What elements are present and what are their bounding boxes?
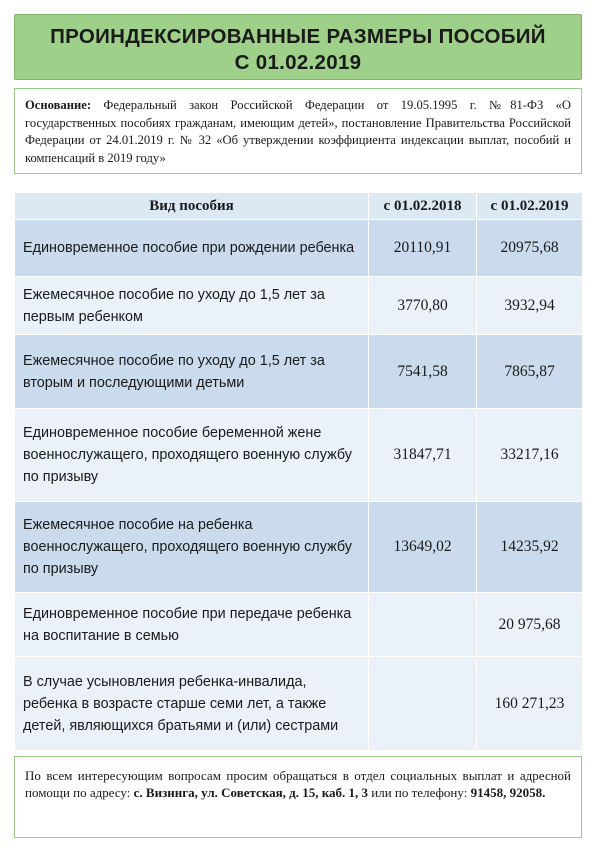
value-2019: 20975,68 xyxy=(477,220,583,277)
page-title: ПРОИНДЕКСИРОВАННЫЕ РАЗМЕРЫ ПОСОБИЙ xyxy=(50,25,546,48)
contact-text: По всем интересующим вопросам просим обращаться в отдел социальных выплат и адресной помощи по адресу: xyxy=(25,768,571,800)
table-row xyxy=(15,277,583,335)
value-2018 xyxy=(369,657,477,751)
table-header-row xyxy=(15,193,583,220)
title-banner xyxy=(14,14,582,80)
benefit-name: В случае усыновления ребенка-инвалида, ребенка в возрасте старше семи лет, а также детей, являющихся братьями и (или) сестрами xyxy=(15,657,369,751)
value-2019: 160 271,23 xyxy=(477,657,583,751)
table-row xyxy=(15,409,583,502)
benefit-name: Ежемесячное пособие по уходу до 1,5 лет за вторым и последующими детьми xyxy=(15,335,369,409)
benefit-name: Единовременное пособие при рождении ребенка xyxy=(15,220,369,277)
value-2019: 3932,94 xyxy=(477,277,583,335)
value-2018: 7541,58 xyxy=(369,335,477,409)
column-header-2018: с 01.02.2018 xyxy=(369,193,477,220)
benefits-table xyxy=(14,192,583,751)
value-2019: 33217,16 xyxy=(477,409,583,502)
table-row xyxy=(15,502,583,593)
value-2018: 31847,71 xyxy=(369,409,477,502)
benefit-name: Единовременное пособие при передаче ребенка на воспитание в семью xyxy=(15,593,369,657)
benefit-name: Ежемесячное пособие на ребенка военнослужащего, проходящего военную службу по призыву xyxy=(15,502,369,593)
basis-label: Основание: xyxy=(25,98,92,112)
benefit-name: Ежемесячное пособие по уходу до 1,5 лет за первым ребенком xyxy=(15,277,369,335)
contact-phones: 91458, 92058. xyxy=(470,785,546,800)
page-title-date: С 01.02.2019 xyxy=(234,51,362,74)
column-header-2019: с 01.02.2019 xyxy=(477,193,583,220)
value-2019: 14235,92 xyxy=(477,502,583,593)
value-2018: 20110,91 xyxy=(369,220,477,277)
table-row xyxy=(15,593,583,657)
column-header-type: Вид пособия xyxy=(15,193,369,220)
value-2019: 20 975,68 xyxy=(477,593,583,657)
contact-text-phone: или по телефону: xyxy=(368,785,471,800)
contact-info xyxy=(14,756,582,838)
benefit-name: Единовременное пособие беременной жене военнослужащего, проходящего военную службу по призыву xyxy=(15,409,369,502)
value-2018: 3770,80 xyxy=(369,277,477,335)
basis-text: Федеральный закон Российской Федерации от 19.05.1995 г. №81-ФЗ «О государственных пособиях гражданам, имеющим детей», постановление Правительства Российской Федерации от 24.01.2019 г. № 32 «Об утверждении коэффициента индексации выплат, пособий и компенсаций в 2019 году» xyxy=(25,98,572,165)
value-2018: 13649,02 xyxy=(369,502,477,593)
value-2018 xyxy=(369,593,477,657)
table-row xyxy=(15,335,583,409)
legal-basis xyxy=(14,88,582,174)
contact-address: с. Визинга, ул. Советская, д. 15, каб. 1, 3 xyxy=(133,785,369,800)
table-row xyxy=(15,220,583,277)
table-row xyxy=(15,657,583,751)
value-2019: 7865,87 xyxy=(477,335,583,409)
